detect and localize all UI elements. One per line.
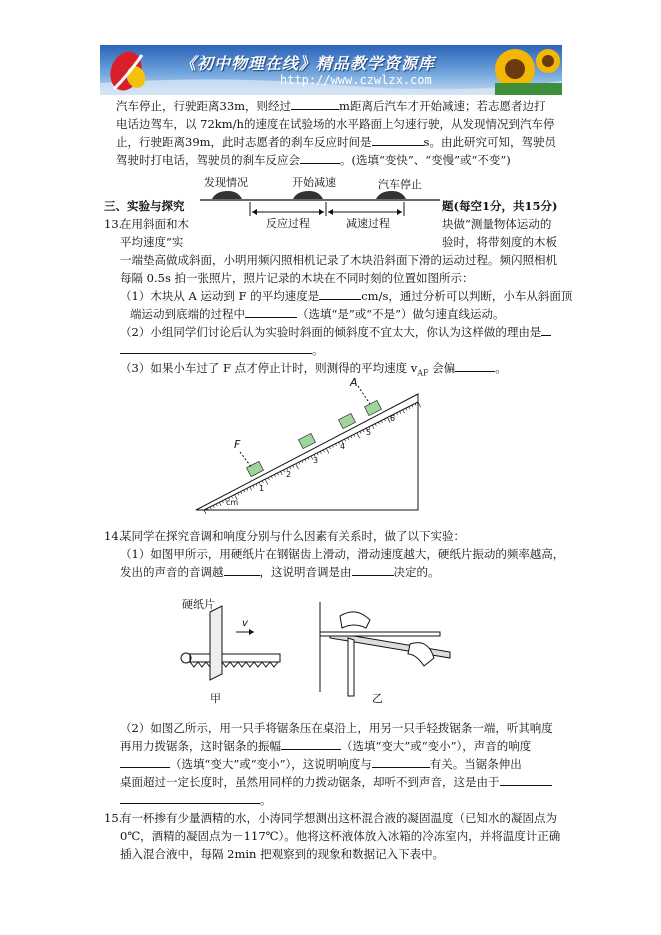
q12-line-1: 汽车停止，行驶距离33m，则经过 m距离后汽车才开始减速；若志愿者边打 — [116, 99, 546, 113]
ruler-tick — [271, 476, 272, 478]
q15-line-3: 插入混合液中，每隔 2min 把观察到的现象和数据记入下表中。 — [120, 847, 445, 861]
label-velocity: v — [242, 618, 248, 629]
q15-line-2: 0℃，酒精的凝固点为－117℃）。他将这杯液体放入冰箱的冷冻室内，并将温度计正确 — [120, 829, 561, 843]
ruler-tick — [354, 434, 355, 436]
q14-part-2: （2）如图乙所示，用一只手将锯条压在桌沿上，用另一只手轻拨锯条一端，听其响度 — [120, 721, 553, 735]
q13-part-3: （3）如果小车过了 F 点才停止计时，则测得的平均速度 $v_{AF}$ 会偏 。 — [120, 361, 507, 378]
label-deceleration-process: 减速过程 — [346, 217, 390, 230]
car-icon-2 — [293, 191, 323, 199]
q14-part-2-line-2: 再用力拨锯条，这时锯条的振幅 （选填“变大”或“变小”），声音的响度 — [120, 739, 532, 753]
q13-line-2b: 验时，将带刻度的木板 — [442, 235, 557, 249]
q14-part-1-cont: 发出的声音的音调越 ，这说明音调是由 决定的。 — [120, 565, 440, 579]
tick-label-2: 2 — [286, 470, 292, 479]
ruler-tick — [290, 467, 291, 469]
sunflower-icon — [495, 49, 562, 95]
q12-line-4: 驾驶时打电话，驾驶员的刹车反应会 。(选填“变快”、“变慢”或“不变”) — [116, 153, 511, 167]
ruler-tick — [320, 451, 321, 453]
label-A: A — [350, 376, 358, 389]
ruler-tick — [283, 470, 284, 472]
q13-part-2-cont: 。 — [120, 342, 324, 358]
ruler-tick — [216, 504, 217, 506]
label-hard-card: 硬纸片 — [182, 598, 215, 611]
ruler-tick — [335, 444, 336, 446]
q12-line-3: 止，行驶距离39m，此时志愿者的刹车反应时间是 s。由此研究可知，驾驶员 — [116, 135, 556, 149]
ruler-tick — [302, 461, 303, 463]
label-found-situation: 发现情况 — [204, 176, 248, 189]
ruler-tick — [317, 453, 318, 455]
ruler-tick — [381, 421, 382, 423]
ruler-tick — [375, 424, 376, 426]
q15-number: 15. — [104, 811, 123, 825]
ruler-tick — [357, 433, 360, 438]
ruler-tick — [241, 491, 242, 493]
banner-url: http://www.czwlzx.com — [280, 73, 432, 87]
ruler-tick — [372, 425, 374, 429]
ruler-tick — [280, 471, 282, 475]
q14-part-1: （1）如图甲所示，用硬纸片在钢锯齿上滑动，滑动速度越大，硬纸片振动的频率越高， — [120, 547, 565, 561]
q13-line-3: 一端垫高做成斜面，小明用频闪照相机记录了木块沿斜面下滑的运动过程。频闪照相机 — [120, 253, 557, 267]
car-icon-3 — [376, 191, 406, 199]
ruler-tick — [378, 422, 379, 424]
ruler-tick — [277, 473, 278, 475]
car-icon-1 — [212, 191, 242, 199]
ruler-tick — [222, 501, 223, 503]
header-banner — [100, 45, 562, 95]
incline-figure — [190, 372, 430, 514]
ruler-tick — [253, 485, 254, 487]
ruler-tick — [256, 484, 257, 486]
ruler-tick — [326, 448, 329, 453]
ruler-tick — [397, 413, 398, 415]
ruler-tick — [247, 488, 248, 490]
label-figure-jia: 甲 — [210, 692, 221, 705]
ruler-tick — [219, 502, 221, 506]
block-3 — [338, 413, 355, 428]
section-heading: 三、实验与探究 — [104, 199, 185, 213]
ruler-tick — [210, 507, 211, 509]
q14-part-2-line-3: （选填“变大”或“变小”），这说明响度与 有关。当锯条伸出 — [120, 756, 522, 772]
q13-line-4: 每隔 0.5s 拍一张照片，照片记录的木块在不同时刻的位置如图所示： — [120, 271, 474, 285]
ruler-tick — [384, 419, 385, 421]
ruler-tick — [415, 404, 416, 406]
label-F: F — [234, 438, 241, 451]
q14-line-1: 某同学在探究音调和响度分别与什么因素有关系时，做了以下实验： — [120, 529, 465, 543]
ruler-tick — [332, 445, 333, 447]
label-start-braking: 开始减速 — [292, 176, 336, 189]
label-figure-yi: 乙 — [372, 692, 383, 705]
q13-line-1a: 在用斜面和木 — [120, 217, 189, 231]
ruler-tick — [268, 478, 269, 480]
car-braking-figure — [190, 172, 450, 232]
ruler-tick — [323, 450, 324, 452]
saw-icon-jia — [181, 606, 280, 680]
label-unit-cm: cm — [226, 498, 239, 507]
ruler-tick — [403, 410, 405, 414]
saw-icon-yi — [320, 602, 450, 696]
label-car-stop: 汽车停止 — [378, 178, 422, 191]
saw-figure — [170, 592, 470, 704]
q13-part-2: （2）小组同学们讨论后认为实验时斜面的倾斜度不宜太大，你认为这样做的理由是 — [120, 324, 551, 340]
ruler-tick — [308, 458, 309, 460]
ruler-tick — [296, 464, 299, 469]
label-reaction-process: 反应过程 — [266, 217, 310, 230]
q13-line-2a: 平均速度”实 — [120, 235, 184, 249]
ruler-tick — [238, 493, 239, 495]
tick-label-1: 1 — [259, 484, 265, 493]
tick-label-3: 3 — [313, 456, 319, 465]
tick-label-6: 6 — [390, 414, 396, 423]
q13-number: 13. — [104, 217, 123, 231]
q15-line-1: 有一杯掺有少量酒精的水，小涛同学想测出这杯混合液的凝固温度（已知水的凝固点为 — [120, 811, 557, 825]
tick-label-5: 5 — [366, 428, 372, 437]
ruler-tick — [250, 487, 252, 491]
q14-number: 14. — [104, 529, 123, 543]
ruler-tick — [262, 481, 263, 483]
q12-line-2: 电话边驾车，以 72km/h的速度在试验场的水平路面上匀速行驶，从发现情况到汽车停 — [116, 117, 555, 131]
ruler-tick — [329, 447, 330, 449]
ruler-tick — [400, 411, 401, 413]
banner-title: 《初中物理在线》精品教学资源库 — [180, 54, 436, 73]
ruler-tick — [293, 465, 294, 467]
ruler-tick — [363, 430, 364, 432]
q13-part-1-cont: 端运动到底端的过程中 （选填“是”或“不是”）做匀速直线运动。 — [130, 307, 505, 321]
ruler-tick — [412, 405, 413, 407]
ruler-tick — [360, 431, 361, 433]
block-2 — [298, 433, 315, 448]
block-F — [246, 461, 263, 476]
section-score: 题(每空1分，共15分) — [442, 199, 558, 213]
ruler-tick — [265, 479, 268, 484]
ruler-tick — [244, 490, 245, 492]
ruler-tick — [345, 439, 346, 441]
ruler-tick — [213, 505, 214, 507]
ruler-tick — [348, 437, 349, 439]
q13-line-1b: 块做“测量物体运动的 — [442, 217, 552, 231]
q13-part-1: （1）木块从 A 运动到 F 的平均速度是 cm/s，通过分析可以判断，小车从斜面顶 — [120, 289, 573, 303]
q14-part-2-line-4: 桌面超过一定长度时，虽然用同样的力拨动锯条，却听不到声音，这是由于 — [120, 774, 552, 790]
ruler-tick — [204, 510, 207, 514]
ruler-tick — [351, 436, 352, 438]
block-A — [364, 400, 381, 415]
ruler-tick — [305, 459, 306, 461]
ruler-tick — [409, 407, 410, 409]
q14-part-2-line-5: 。 — [120, 792, 272, 808]
ruler-tick — [274, 475, 275, 477]
ruler-tick — [406, 408, 407, 410]
ruler-tick — [299, 462, 300, 464]
tick-label-4: 4 — [340, 442, 346, 451]
